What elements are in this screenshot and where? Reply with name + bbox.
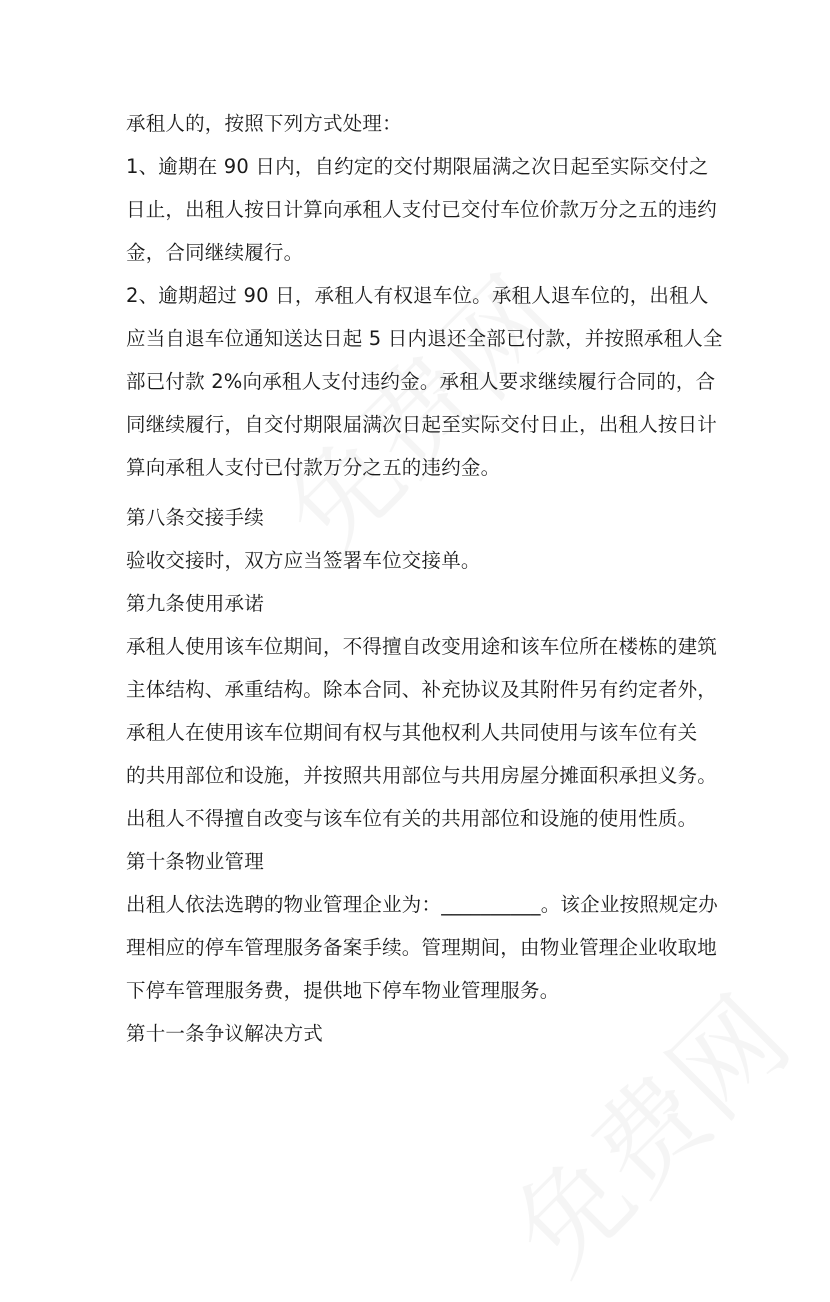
text-line: 承租人的，按照下列方式处理：	[126, 112, 402, 135]
section-heading: 第八条交接手续	[126, 506, 264, 529]
section-heading: 第十条物业管理	[126, 850, 264, 873]
section-heading: 第九条使用承诺	[126, 592, 264, 615]
text-line: 承租人使用该车位期间，不得擅自改变用途和该车位所在楼栋的建筑	[126, 635, 718, 658]
text-line: 下停车管理服务费，提供地下停车物业管理服务。	[126, 979, 560, 1002]
text-line: 算向承租人支付已付款万分之五的违约金。	[126, 456, 501, 479]
text-line: 出租人依法选聘的物业管理企业为：__________。该企业按照规定办	[126, 893, 719, 916]
text-line: 金，合同继续履行。	[126, 241, 304, 264]
text-line: 日止，出租人按日计算向承租人支付已交付车位价款万分之五的违约	[126, 198, 718, 221]
text-line: 承租人在使用该车位期间有权与其他权利人共同使用与该车位有关	[126, 721, 698, 744]
text-line: 应当自退车位通知送达日起 5 日内退还全部已付款，并按照承租人全	[126, 327, 723, 350]
text-line: 验收交接时，双方应当签署车位交接单。	[126, 549, 481, 572]
text-line: 主体结构、承重结构。除本合同、补充协议及其附件另有约定者外，	[126, 678, 718, 701]
watermark	[472, 956, 817, 1301]
text-line: 2、逾期超过 90 日，承租人有权退车位。承租人退车位的，出租人	[126, 284, 709, 307]
text-line: 的共用部位和设施，并按照共用部位与共用房屋分摊面积承担义务。	[126, 764, 718, 787]
text-line: 部已付款 2%向承租人支付违约金。承租人要求继续履行合同的，合	[126, 370, 716, 393]
text-line: 出租人不得擅自改变与该车位有关的共用部位和设施的使用性质。	[126, 807, 698, 830]
text-line: 1、逾期在 90 日内，自约定的交付期限届满之次日起至实际交付之	[126, 155, 709, 178]
text-line: 理相应的停车管理服务备案手续。管理期间，由物业管理企业收取地	[126, 936, 718, 959]
text-line: 同继续履行，自交付期限届满次日起至实际交付日止，出租人按日计	[126, 413, 718, 436]
section-heading: 第十一条争议解决方式	[126, 1022, 324, 1045]
